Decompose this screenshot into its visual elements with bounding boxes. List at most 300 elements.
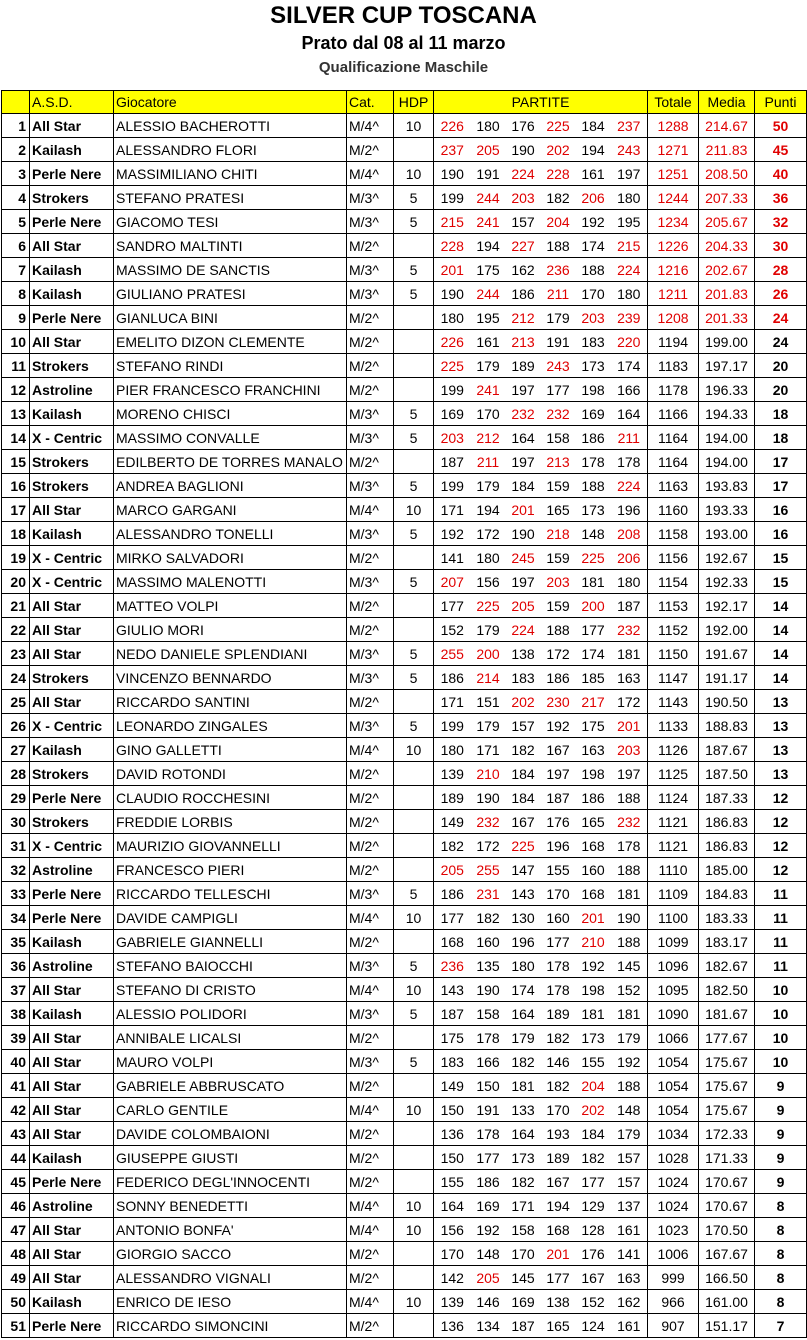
game-score-cell: 215 (611, 234, 648, 258)
game-score-cell: 177 (576, 1170, 611, 1194)
club-cell: Kailash (30, 930, 114, 954)
rank-cell: 45 (2, 1170, 30, 1194)
game-score-cell: 155 (576, 1050, 611, 1074)
rank-cell: 25 (2, 690, 30, 714)
average-cell: 202.67 (699, 258, 755, 282)
total-cell: 1271 (648, 138, 699, 162)
club-cell: Astroline (30, 1194, 114, 1218)
game-score-cell: 177 (434, 906, 471, 930)
rank-cell: 1 (2, 114, 30, 138)
game-score-cell: 228 (434, 234, 471, 258)
game-score-cell: 173 (506, 1146, 541, 1170)
game-score-cell: 143 (434, 978, 471, 1002)
game-score-cell: 202 (576, 1098, 611, 1122)
game-score-cell: 182 (506, 1050, 541, 1074)
game-score-cell: 188 (611, 858, 648, 882)
club-cell: Kailash (30, 522, 114, 546)
game-score-cell: 178 (576, 450, 611, 474)
table-row (2, 1290, 807, 1314)
club-cell: Perle Nere (30, 162, 114, 186)
table-row (2, 330, 807, 354)
points-cell: 10 (755, 978, 807, 1002)
table-row (2, 930, 807, 954)
total-cell: 1147 (648, 666, 699, 690)
game-score-cell: 226 (434, 330, 471, 354)
game-score-cell: 197 (506, 450, 541, 474)
game-score-cell: 176 (541, 810, 576, 834)
game-score-cell: 180 (506, 954, 541, 978)
table-row (2, 690, 807, 714)
game-score-cell: 213 (506, 330, 541, 354)
game-score-cell: 183 (434, 1050, 471, 1074)
game-score-cell: 128 (576, 1218, 611, 1242)
game-score-cell: 176 (576, 1242, 611, 1266)
points-cell: 11 (755, 954, 807, 978)
club-cell: X - Centric (30, 546, 114, 570)
game-score-cell: 172 (541, 642, 576, 666)
total-cell: 1126 (648, 738, 699, 762)
game-score-cell: 171 (506, 1194, 541, 1218)
game-score-cell: 198 (576, 378, 611, 402)
club-cell: Perle Nere (30, 1170, 114, 1194)
club-cell: Perle Nere (30, 906, 114, 930)
game-score-cell: 165 (541, 498, 576, 522)
game-score-cell: 173 (576, 498, 611, 522)
game-score-cell: 176 (506, 114, 541, 138)
handicap-cell (394, 930, 434, 954)
rank-cell: 48 (2, 1242, 30, 1266)
game-score-cell: 138 (506, 642, 541, 666)
average-cell: 170.67 (699, 1170, 755, 1194)
game-score-cell: 166 (611, 378, 648, 402)
game-score-cell: 167 (541, 1170, 576, 1194)
total-cell: 1124 (648, 786, 699, 810)
game-score-cell: 150 (434, 1098, 471, 1122)
average-cell: 190.50 (699, 690, 755, 714)
game-score-cell: 194 (471, 498, 506, 522)
table-row (2, 738, 807, 762)
player-cell: MASSIMO CONVALLE (114, 426, 347, 450)
category-cell: M/4^ (347, 1218, 394, 1242)
handicap-cell: 5 (394, 714, 434, 738)
average-cell: 214.67 (699, 114, 755, 138)
handicap-cell: 10 (394, 1218, 434, 1242)
points-cell: 11 (755, 882, 807, 906)
game-score-cell: 148 (576, 522, 611, 546)
category-cell: M/3^ (347, 954, 394, 978)
game-score-cell: 156 (471, 570, 506, 594)
game-score-cell: 190 (471, 786, 506, 810)
rank-cell: 24 (2, 666, 30, 690)
player-cell: MAURIZIO GIOVANNELLI (114, 834, 347, 858)
player-cell: RICCARDO SIMONCINI (114, 1314, 347, 1338)
game-score-cell: 186 (541, 666, 576, 690)
club-cell: Strokers (30, 354, 114, 378)
average-cell: 187.33 (699, 786, 755, 810)
table-row (2, 258, 807, 282)
total-cell: 1024 (648, 1170, 699, 1194)
game-score-cell: 192 (576, 210, 611, 234)
category-cell: M/2^ (347, 354, 394, 378)
average-cell: 194.00 (699, 426, 755, 450)
total-cell: 1160 (648, 498, 699, 522)
game-score-cell: 148 (611, 1098, 648, 1122)
game-score-cell: 170 (541, 882, 576, 906)
handicap-cell (394, 1146, 434, 1170)
page-title: SILVER CUP TOSCANA (270, 2, 537, 29)
total-cell: 1152 (648, 618, 699, 642)
total-cell: 1154 (648, 570, 699, 594)
game-score-cell: 218 (541, 522, 576, 546)
game-score-cell: 182 (541, 1074, 576, 1098)
game-score-cell: 201 (576, 906, 611, 930)
game-score-cell: 217 (576, 690, 611, 714)
game-score-cell: 203 (506, 186, 541, 210)
game-score-cell: 202 (506, 690, 541, 714)
standings-table (1, 90, 807, 1338)
points-cell: 18 (755, 402, 807, 426)
table-row (2, 906, 807, 930)
game-score-cell: 192 (471, 1218, 506, 1242)
game-score-cell: 149 (434, 1074, 471, 1098)
game-score-cell: 168 (576, 882, 611, 906)
game-score-cell: 181 (576, 1002, 611, 1026)
header-asd: A.S.D. (30, 91, 114, 114)
club-cell: Kailash (30, 282, 114, 306)
game-score-cell: 199 (434, 714, 471, 738)
header-games: PARTITE (434, 91, 648, 114)
game-score-cell: 211 (611, 426, 648, 450)
game-score-cell: 152 (611, 978, 648, 1002)
player-cell: GIORGIO SACCO (114, 1242, 347, 1266)
rank-cell: 31 (2, 834, 30, 858)
handicap-cell: 5 (394, 642, 434, 666)
game-score-cell: 180 (471, 546, 506, 570)
game-score-cell: 130 (506, 906, 541, 930)
game-score-cell: 203 (576, 306, 611, 330)
points-cell: 11 (755, 906, 807, 930)
game-score-cell: 243 (611, 138, 648, 162)
table-header-row (2, 91, 807, 114)
player-cell: MARCO GARGANI (114, 498, 347, 522)
table-row (2, 282, 807, 306)
average-cell: 192.17 (699, 594, 755, 618)
game-score-cell: 157 (506, 714, 541, 738)
club-cell: Perle Nere (30, 1314, 114, 1338)
club-cell: Strokers (30, 474, 114, 498)
handicap-cell: 5 (394, 570, 434, 594)
points-cell: 50 (755, 114, 807, 138)
game-score-cell: 198 (576, 978, 611, 1002)
total-cell: 1109 (648, 882, 699, 906)
game-score-cell: 203 (541, 570, 576, 594)
club-cell: Strokers (30, 450, 114, 474)
points-cell: 16 (755, 498, 807, 522)
total-cell: 1006 (648, 1242, 699, 1266)
table-row (2, 666, 807, 690)
game-score-cell: 187 (434, 450, 471, 474)
average-cell: 194.00 (699, 450, 755, 474)
points-cell: 36 (755, 186, 807, 210)
game-score-cell: 244 (471, 282, 506, 306)
game-score-cell: 211 (471, 450, 506, 474)
category-cell: M/3^ (347, 522, 394, 546)
total-cell: 1099 (648, 930, 699, 954)
points-cell: 14 (755, 594, 807, 618)
game-score-cell: 201 (541, 1242, 576, 1266)
average-cell: 192.00 (699, 618, 755, 642)
game-score-cell: 180 (434, 738, 471, 762)
game-score-cell: 177 (541, 930, 576, 954)
points-cell: 32 (755, 210, 807, 234)
club-cell: All Star (30, 1074, 114, 1098)
game-score-cell: 145 (611, 954, 648, 978)
game-score-cell: 184 (506, 474, 541, 498)
game-score-cell: 181 (576, 570, 611, 594)
category-cell: M/4^ (347, 738, 394, 762)
handicap-cell (394, 354, 434, 378)
points-cell: 13 (755, 738, 807, 762)
game-score-cell: 212 (506, 306, 541, 330)
game-score-cell: 178 (541, 978, 576, 1002)
game-score-cell: 196 (541, 834, 576, 858)
handicap-cell (394, 306, 434, 330)
game-score-cell: 174 (576, 642, 611, 666)
club-cell: Kailash (30, 1146, 114, 1170)
game-score-cell: 199 (434, 378, 471, 402)
average-cell: 211.83 (699, 138, 755, 162)
table-row (2, 1050, 807, 1074)
average-cell: 197.17 (699, 354, 755, 378)
game-score-cell: 179 (611, 1122, 648, 1146)
game-score-cell: 170 (434, 1242, 471, 1266)
game-score-cell: 161 (576, 162, 611, 186)
game-score-cell: 255 (434, 642, 471, 666)
table-row (2, 570, 807, 594)
game-score-cell: 228 (541, 162, 576, 186)
player-cell: FRANCESCO PIERI (114, 858, 347, 882)
game-score-cell: 168 (576, 834, 611, 858)
game-score-cell: 162 (611, 1290, 648, 1314)
rank-cell: 27 (2, 738, 30, 762)
player-cell: GABRIELE ABBRUSCATO (114, 1074, 347, 1098)
table-row (2, 786, 807, 810)
game-score-cell: 181 (611, 882, 648, 906)
points-cell: 14 (755, 618, 807, 642)
handicap-cell (394, 378, 434, 402)
total-cell: 1244 (648, 186, 699, 210)
game-score-cell: 202 (541, 138, 576, 162)
club-cell: All Star (30, 1122, 114, 1146)
points-cell: 8 (755, 1218, 807, 1242)
game-score-cell: 197 (611, 762, 648, 786)
points-cell: 15 (755, 570, 807, 594)
points-cell: 9 (755, 1122, 807, 1146)
game-score-cell: 197 (506, 570, 541, 594)
handicap-cell (394, 546, 434, 570)
rank-cell: 6 (2, 234, 30, 258)
player-cell: ANDREA BAGLIONI (114, 474, 347, 498)
points-cell: 12 (755, 786, 807, 810)
rank-cell: 18 (2, 522, 30, 546)
game-score-cell: 186 (434, 882, 471, 906)
category-cell: M/2^ (347, 1146, 394, 1170)
game-score-cell: 190 (434, 282, 471, 306)
game-score-cell: 152 (434, 618, 471, 642)
rank-cell: 14 (2, 426, 30, 450)
game-score-cell: 179 (506, 1026, 541, 1050)
points-cell: 24 (755, 330, 807, 354)
game-score-cell: 146 (541, 1050, 576, 1074)
points-cell: 8 (755, 1242, 807, 1266)
handicap-cell (394, 810, 434, 834)
game-score-cell: 129 (576, 1194, 611, 1218)
header-cat: Cat. (347, 91, 394, 114)
game-score-cell: 205 (506, 594, 541, 618)
points-cell: 28 (755, 258, 807, 282)
game-score-cell: 225 (576, 546, 611, 570)
club-cell: X - Centric (30, 834, 114, 858)
category-cell: M/2^ (347, 930, 394, 954)
player-cell: ALESSIO POLIDORI (114, 1002, 347, 1026)
game-score-cell: 188 (541, 618, 576, 642)
handicap-cell: 5 (394, 1002, 434, 1026)
average-cell: 187.67 (699, 738, 755, 762)
game-score-cell: 184 (576, 1122, 611, 1146)
total-cell: 1023 (648, 1218, 699, 1242)
player-cell: ANNIBALE LICALSI (114, 1026, 347, 1050)
game-score-cell: 184 (576, 114, 611, 138)
game-score-cell: 183 (506, 666, 541, 690)
game-score-cell: 169 (471, 1194, 506, 1218)
game-score-cell: 190 (434, 162, 471, 186)
average-cell: 194.33 (699, 402, 755, 426)
header-player: Giocatore (114, 91, 347, 114)
game-score-cell: 170 (471, 402, 506, 426)
total-cell: 1153 (648, 594, 699, 618)
rank-cell: 50 (2, 1290, 30, 1314)
category-cell: M/2^ (347, 1026, 394, 1050)
header-rank (2, 91, 30, 114)
handicap-cell: 5 (394, 282, 434, 306)
game-score-cell: 187 (506, 1314, 541, 1338)
game-score-cell: 172 (471, 522, 506, 546)
total-cell: 1288 (648, 114, 699, 138)
player-cell: MASSIMO DE SANCTIS (114, 258, 347, 282)
club-cell: Kailash (30, 138, 114, 162)
club-cell: Kailash (30, 1290, 114, 1314)
category-cell: M/4^ (347, 162, 394, 186)
category-cell: M/3^ (347, 426, 394, 450)
total-cell: 1143 (648, 690, 699, 714)
section-title: Qualificazione Maschile (318, 59, 489, 76)
player-cell: SANDRO MALTINTI (114, 234, 347, 258)
game-score-cell: 225 (506, 834, 541, 858)
game-score-cell: 189 (541, 1002, 576, 1026)
average-cell: 183.17 (699, 930, 755, 954)
game-score-cell: 159 (541, 546, 576, 570)
game-score-cell: 141 (611, 1242, 648, 1266)
average-cell: 171.33 (699, 1146, 755, 1170)
table-row (2, 858, 807, 882)
game-score-cell: 168 (434, 930, 471, 954)
game-score-cell: 200 (471, 642, 506, 666)
table-row (2, 1026, 807, 1050)
category-cell: M/3^ (347, 882, 394, 906)
game-score-cell: 244 (471, 186, 506, 210)
club-cell: Kailash (30, 738, 114, 762)
game-score-cell: 136 (434, 1314, 471, 1338)
points-cell: 10 (755, 1026, 807, 1050)
rank-cell: 20 (2, 570, 30, 594)
rank-cell: 5 (2, 210, 30, 234)
category-cell: M/2^ (347, 234, 394, 258)
game-score-cell: 220 (611, 330, 648, 354)
handicap-cell: 5 (394, 258, 434, 282)
game-score-cell: 175 (471, 258, 506, 282)
rank-cell: 7 (2, 258, 30, 282)
game-score-cell: 157 (611, 1146, 648, 1170)
game-score-cell: 207 (434, 570, 471, 594)
game-score-cell: 189 (434, 786, 471, 810)
player-cell: GABRIELE GIANNELLI (114, 930, 347, 954)
points-cell: 8 (755, 1194, 807, 1218)
game-score-cell: 138 (541, 1290, 576, 1314)
handicap-cell: 5 (394, 522, 434, 546)
game-score-cell: 177 (576, 618, 611, 642)
average-cell: 170.50 (699, 1218, 755, 1242)
table-row (2, 426, 807, 450)
game-score-cell: 161 (611, 1314, 648, 1338)
handicap-cell (394, 1242, 434, 1266)
player-cell: GIULIO MORI (114, 618, 347, 642)
average-cell: 183.33 (699, 906, 755, 930)
table-row (2, 522, 807, 546)
total-cell: 1158 (648, 522, 699, 546)
handicap-cell: 5 (394, 666, 434, 690)
club-cell: All Star (30, 1266, 114, 1290)
category-cell: M/4^ (347, 1098, 394, 1122)
handicap-cell: 5 (394, 1050, 434, 1074)
category-cell: M/3^ (347, 474, 394, 498)
game-score-cell: 188 (576, 474, 611, 498)
rank-cell: 34 (2, 906, 30, 930)
rank-cell: 15 (2, 450, 30, 474)
game-score-cell: 198 (576, 762, 611, 786)
game-score-cell: 164 (506, 426, 541, 450)
game-score-cell: 205 (434, 858, 471, 882)
category-cell: M/2^ (347, 546, 394, 570)
rank-cell: 21 (2, 594, 30, 618)
game-score-cell: 135 (471, 954, 506, 978)
game-score-cell: 141 (434, 546, 471, 570)
total-cell: 907 (648, 1314, 699, 1338)
player-cell: GIULIANO PRATESI (114, 282, 347, 306)
category-cell: M/4^ (347, 498, 394, 522)
rank-cell: 43 (2, 1122, 30, 1146)
game-score-cell: 178 (471, 1026, 506, 1050)
handicap-cell (394, 330, 434, 354)
game-score-cell: 197 (611, 162, 648, 186)
total-cell: 1100 (648, 906, 699, 930)
game-score-cell: 180 (471, 114, 506, 138)
game-score-cell: 241 (471, 210, 506, 234)
total-cell: 1163 (648, 474, 699, 498)
category-cell: M/2^ (347, 810, 394, 834)
game-score-cell: 186 (576, 426, 611, 450)
handicap-cell (394, 762, 434, 786)
club-cell: Perle Nere (30, 786, 114, 810)
